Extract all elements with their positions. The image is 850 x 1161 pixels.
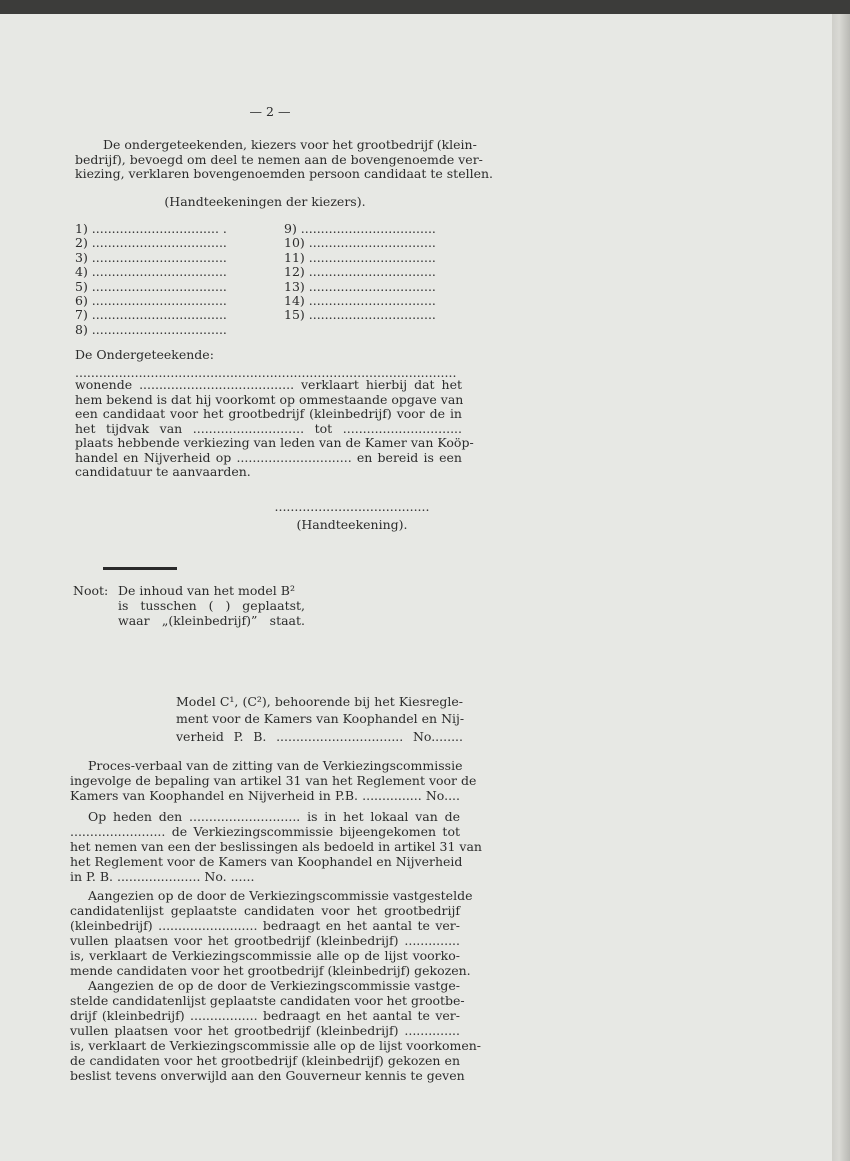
signature-line: 2) .................................. [75,235,227,251]
signature-line: 9) .................................. [284,221,436,236]
model-header-line-2: ment voor de Kamers van Koophandel en Nij- [176,711,465,726]
declaration-line-4: het tijdvak van ............................ tot .............................. [75,420,462,436]
declaration-line-6: handel en Nijverheid op ............................. en bereid is een [75,449,462,465]
signature-line: 14) ................................ [284,293,436,309]
declaration-line-1: wonende ....................................... verklaart hierbij dat het [75,377,462,392]
aangezien-2-line-5: is, verklaart de Verkiezingscommissie alle op de lijst voorkomen- [70,1038,482,1053]
signature-line: 6) .................................. [75,293,227,309]
signature-line: 12) ................................ [284,264,436,280]
aangezien-1-line-4: vullen plaatsen voor het grootbedrijf (kleinbedrijf) .............. [70,933,460,948]
intro-line-3: kiezing, verklaren bovengenoemden persoon candidaat te stellen. [75,166,494,181]
page-edge [832,14,850,1161]
right-signature-list [284,222,436,323]
op-heden-line-5: in P. B. ..................... No. ...... [70,869,255,884]
signature-line: 1) ................................ . [75,221,227,236]
declaration-line-2: hem bekend is dat hij voorkomt op ommestaande opgave van [75,391,464,407]
intro-line-2: bedrijf), bevoegd om deel te nemen aan de bovengenoemde ver- [75,151,483,167]
signature-line: 5) .................................. [75,278,227,294]
aangezien-1-line-2: candidatenlijst geplaatste candidaten voor het grootbedrijf [70,903,460,918]
op-heden-line-2: ........................ de Verkiezingscommissie bijeengekomen tot [70,824,460,839]
left-signature-list [75,222,227,337]
signature-line: ....................................... [274,499,430,514]
signature-caption: (Handteekening). [296,517,408,532]
signature-line: 13) ................................ [284,278,436,294]
model-header-line-3: verheid P. B. ................................ No........ [176,729,463,744]
declaration-line-7: candidatuur te aanvaarden. [75,464,251,479]
signature-line: 3) .................................. [75,249,227,265]
note-label: Noot: [73,583,109,598]
note-line-2: is tusschen ( ) geplaatst, [118,598,305,613]
aangezien-2-line-7: beslist tevens onverwijld aan den Gouverneur kennis te geven [70,1068,465,1083]
signature-line: 11) ................................ [284,249,436,265]
proces-verbaal-line-1: Proces-verbaal van de zitting van de Verkiezingscommissie [88,758,463,773]
declaration-line-5: plaats hebbende verkiezing van leden van de Kamer van Koöp- [75,435,474,450]
aangezien-2-line-2: stelde candidatenlijst geplaatste candidaten voor het grootbe- [70,993,465,1008]
op-heden-line-1: Op heden den ............................ is in het lokaal van de [88,809,460,824]
aangezien-1-line-5: is, verklaart de Verkiezingscommissie alle op de lijst voorko- [70,948,460,963]
name-dotted-line: ................................................................................................ [75,366,457,380]
scan-top-border [0,0,850,14]
model-header-line-1: Model C¹, (C²), behoorende bij het Kiesregle- [176,694,463,709]
aangezien-2-line-3: drijf (kleinbedrijf) ................. bedraagt en het aantal te ver- [70,1008,460,1023]
proces-verbaal-line-3: Kamers van Koophandel en Nijverheid in P.B. ............... No.... [70,788,460,803]
op-heden-line-3: het nemen van een der beslissingen als bedoeld in artikel 31 van [70,839,482,854]
declaration-line-3: een candidaat voor het grootbedrijf (kleinbedrijf) voor de in [75,406,462,421]
note-separator [103,567,177,570]
aangezien-1-line-1: Aangezien op de door de Verkiezingscommissie vastgestelde [88,888,473,903]
signature-line: 4) .................................. [75,264,227,280]
signature-line: 10) ................................ [284,235,436,251]
signature-line: 8) .................................. [75,321,227,337]
page-number: — 2 — [249,104,291,119]
signatures-caption: (Handteekeningen der kiezers). [164,194,366,209]
signature-line: 7) .................................. [75,307,227,323]
aangezien-2-line-6: de candidaten voor het grootbedrijf (kleinbedrijf) gekozen en [70,1053,460,1068]
signature-line: 15) ................................ [284,307,436,323]
intro-line-1: De ondergeteekenden, kiezers voor het grootbedrijf (klein- [103,137,477,152]
note-line-3: waar „(kleinbedrijf)” staat. [118,613,305,628]
undersigned-label: De Ondergeteekende: [75,347,214,362]
aangezien-1-line-6: mende candidaten voor het grootbedrijf (kleinbedrijf) gekozen. [70,963,471,978]
note-line-1: De inhoud van het model B² [118,583,295,598]
aangezien-2-line-4: vullen plaatsen voor het grootbedrijf (kleinbedrijf) .............. [70,1023,460,1038]
op-heden-line-4: het Reglement voor de Kamers van Koophandel en Nijverheid [70,854,463,869]
aangezien-1-line-3: (kleinbedrijf) ......................... bedraagt en het aantal te ver- [70,918,460,933]
aangezien-2-line-1: Aangezien de op de door de Verkiezingscommissie vastge- [88,978,460,993]
proces-verbaal-line-2: ingevolge de bepaling van artikel 31 van het Reglement voor de [70,773,477,788]
